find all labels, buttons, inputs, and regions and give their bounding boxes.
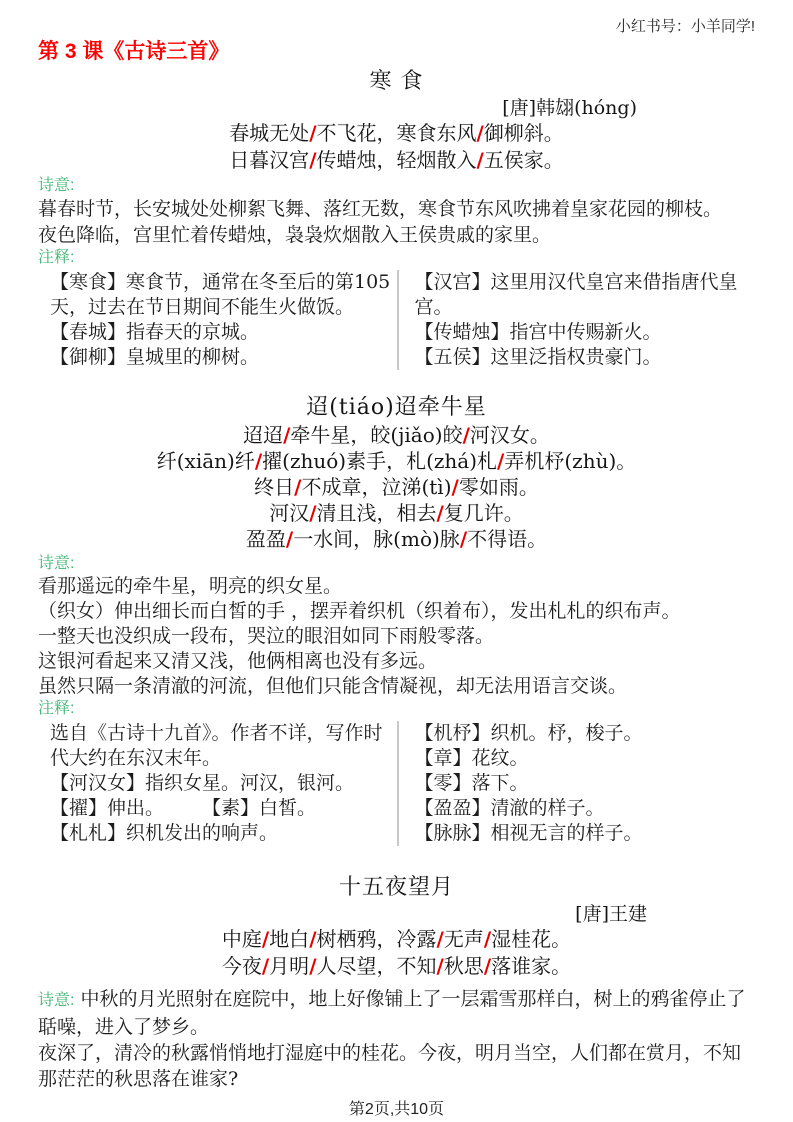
poem-3-section [38,874,755,1092]
poem-2-line: 迢迢/牵牛星，皎(jiǎo)皎/河汉女。 [243,423,550,447]
annotation-item: 【河汉女】指织女星。河汉，银河。 [50,772,355,794]
annotation-item: 【传蜡烛】指宫中传赐新火。 [414,321,662,343]
poem-3-shiyi-label: 诗意: [38,992,75,1009]
poem-1-shiyi-line: 暮春时节，长安城处处柳絮飞舞、落红无数，寒食节东风吹拂着皇家花园的柳枝。 [38,198,723,220]
poem-1-zhushi-label: 注释: [38,249,75,266]
poem-1-section [38,68,755,370]
annotation-item: 【寒食】寒食节，通常在冬至后的第105天，过去在节日期间不能生火做饭。 [50,271,391,318]
annotation-item: 【擢】伸出。 【素】白皙。 [50,797,317,819]
poem-2-annotations-right [397,721,756,846]
annotation-item: 【汉宫】这里用汉代皇宫来借指唐代皇宫。 [414,271,738,318]
page-footer: 第2页,共10页 [348,1101,445,1118]
lesson-title: 第 3 课《古诗三首》 [38,40,230,63]
poem-3-line: 中庭/地白/树栖鸦，冷露/无声/湿桂花。 [221,927,572,951]
poem-2-section [38,394,755,846]
poem-2-zhushi-label: 注释: [38,700,75,717]
poem-1-title: 寒 食 [369,69,424,94]
poem-2-line: 终日/不成章，泣涕(tì)/零如雨。 [254,475,539,499]
poem-1-line: 日暮汉宫/传蜡烛，轻烟散入/五侯家。 [229,148,564,172]
poem-2-line: 纤(xiān)纤/擢(zhuó)素手，札(zhá)札/弄机杼(zhù)。 [156,449,637,473]
poem-1-line: 春城无处/不飞花，寒食东风/御柳斜。 [229,121,564,145]
annotation-item: 【春城】指春天的京城。 [50,321,260,343]
poem-1-annotations-right [397,270,756,370]
annotation-item: 【五侯】这里泛指权贵豪门。 [414,346,662,368]
annotation-item: 【章】花纹。 [414,747,529,769]
poem-2-annotations [38,721,755,846]
poem-2-title: 迢(tiáo)迢牵牛星 [306,395,487,420]
poem-2-shiyi-label: 诗意: [38,555,75,572]
annotation-item: 【御柳】皇城里的柳树。 [50,346,260,368]
poem-2-shiyi-line: 这银河看起来又清又浅，他俩相离也没有多远。 [38,650,438,672]
annotation-item: 【札札】织机发出的响声。 [50,822,279,844]
poem-1-shiyi-label: 诗意: [38,177,75,194]
poem-3-line: 今夜/月明/人尽望，不知/秋思/落谁家。 [221,954,572,978]
annotation-item: 【脉脉】相视无言的样子。 [414,822,643,844]
poem-2-line: 河汉/清且浅，相去/复几许。 [269,501,524,525]
poem-1-annotations [38,270,755,370]
annotation-item: 选自《古诗十九首》。作者不详，写作时代大约在东汉末年。 [50,722,383,769]
poem-3-shiyi-paragraph: 夜深了，清冷的秋露悄悄地打湿庭中的桂花。今夜，明月当空，人们都在赏月，不知那茫茫的秋思落在谁家? [38,1042,742,1090]
poem-3-shiyi-text: 中秋的月光照射在庭院中，地上好像铺上了一层霜雪那样白，树上的鸦雀停止了聒噪，进入了梦乡。 [38,988,746,1038]
poem-2-shiyi-line: 虽然只隔一条清澈的河流，但他们只能含情凝视，却无法用语言交谈。 [38,675,628,697]
poem-1-author: [唐]韩翃(hóng) [502,97,637,119]
poem-3-author: [唐]王建 [575,903,647,925]
poem-3-title: 十五夜望月 [338,875,454,900]
watermark-text: 小红书号：小羊同学! [615,18,755,35]
poem-2-line: 盈盈/一水间，脉(mò)脉/不得语。 [245,527,548,551]
poem-1-shiyi-line: 夜色降临，宫里忙着传蜡烛，袅袅炊烟散入王侯贵戚的家里。 [38,224,552,246]
annotation-item: 【机杼】织机。杼，梭子。 [414,722,643,744]
poem-2-shiyi-line: 看那遥远的牵牛星，明亮的织女星。 [38,575,343,597]
annotation-item: 【盈盈】清澈的样子。 [414,797,605,819]
poem-2-annotations-left [38,721,397,846]
poem-2-shiyi-line: （织女）伸出细长而白皙的手 ，摆弄着织机（织着布），发出札札的织布声。 [38,600,681,622]
poem-2-shiyi-line: 一整天也没织成一段布，哭泣的眼泪如同下雨般零落。 [38,625,495,647]
annotation-item: 【零】落下。 [414,772,529,794]
poem-1-annotations-left [38,270,397,370]
poem-3-shiyi-paragraph [38,986,755,1040]
